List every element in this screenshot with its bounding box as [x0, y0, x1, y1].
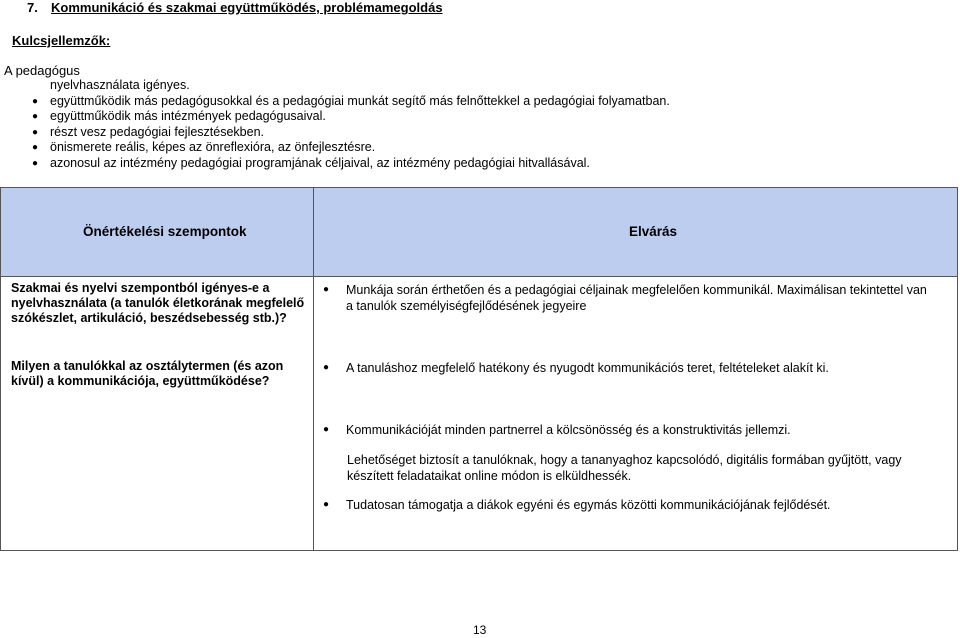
page-number: 13	[473, 623, 487, 637]
expectation-text: A tanuláshoz megfelelő hatékony és nyugodt kommunikációs teret, feltételeket alakít ki.	[346, 361, 829, 375]
bullet-icon: ●	[32, 111, 39, 122]
expectation-item	[323, 422, 933, 438]
list-item	[32, 156, 670, 172]
evaluation-table	[0, 187, 958, 551]
bullet-icon: ●	[323, 284, 330, 295]
list-item	[32, 125, 670, 141]
bullet-icon: ●	[32, 157, 39, 169]
expectation-item	[323, 282, 933, 314]
trait-text: nyelvhasználata igényes.	[50, 78, 190, 92]
section-heading	[27, 0, 443, 15]
trait-text: azonosul az intézmény pedagógiai programjának céljaival, az intézmény pedagógiai hitvallásával.	[50, 155, 590, 170]
intro-text: A pedagógus	[4, 63, 80, 78]
expectation-item	[323, 452, 913, 484]
key-characteristics-heading: Kulcsjellemzők:	[12, 33, 111, 48]
trait-text: önismerete reális, képes az önreflexióra, az önfejlesztésre.	[50, 140, 376, 154]
header-criteria-label: Önértékelési szempontok	[83, 224, 247, 239]
expectation-item	[323, 360, 933, 376]
bullet-icon: ●	[32, 126, 39, 138]
expectation-text: Lehetőséget biztosít a tanulóknak, hogy a tananyaghoz kapcsolódó, digitális formában gyűjtött, vagy készített feladataikat online módon is elküldhessék.	[347, 453, 902, 483]
list-item	[32, 109, 670, 125]
trait-text: részt vesz pedagógiai fejlesztésekben.	[50, 124, 265, 139]
section-number: 7.	[27, 0, 38, 15]
traits-list	[32, 78, 670, 171]
bullet-icon: ●	[323, 362, 330, 373]
bullet-icon: ●	[323, 424, 330, 435]
trait-text: együttműködik más pedagógusokkal és a pedagógiai munkát segítő más felnőttekkel a pedagógiai folyamatban.	[50, 93, 670, 108]
bullet-icon: ●	[32, 95, 39, 107]
criterion-text: Szakmai és nyelvi szempontból igényes-e a nyelvhasználata (a tanulók életkorának megfelelő szókészlet, artikuláció, beszédsebesség stb.)?	[11, 281, 305, 325]
list-item	[32, 78, 670, 94]
column-divider	[313, 276, 314, 551]
header-cell-criteria	[1, 188, 314, 276]
expectation-item	[323, 497, 933, 513]
list-item	[32, 94, 670, 110]
bullet-icon: ●	[323, 499, 330, 510]
header-expectation-label: Elvárás	[629, 224, 678, 239]
expectation-text: Kommunikációját minden partnerrel a kölcsönösség és a konstruktivitás jellemzi.	[346, 423, 791, 437]
expectation-text: Munkája során érthetően és a pedagógiai céljainak megfelelően kommunikál. Maximálisan tekintettel van a tanulók személyiségfejlődésének jegyeire	[346, 283, 927, 313]
expectation-text: Tudatosan támogatja a diákok egyéni és egymás közötti kommunikációjának fejlődését.	[346, 498, 831, 512]
table-header	[1, 188, 957, 277]
criterion-text: Milyen a tanulókkal az osztálytermen (és azon kívül) a kommunikációja, együttműködése?	[11, 359, 284, 388]
section-title: Kommunikáció és szakmai együttműködés, problémamegoldás	[51, 0, 443, 15]
bullet-icon: ●	[32, 142, 39, 153]
list-item	[32, 140, 670, 156]
trait-text: együttműködik más intézmények pedagógusaival.	[50, 109, 326, 123]
